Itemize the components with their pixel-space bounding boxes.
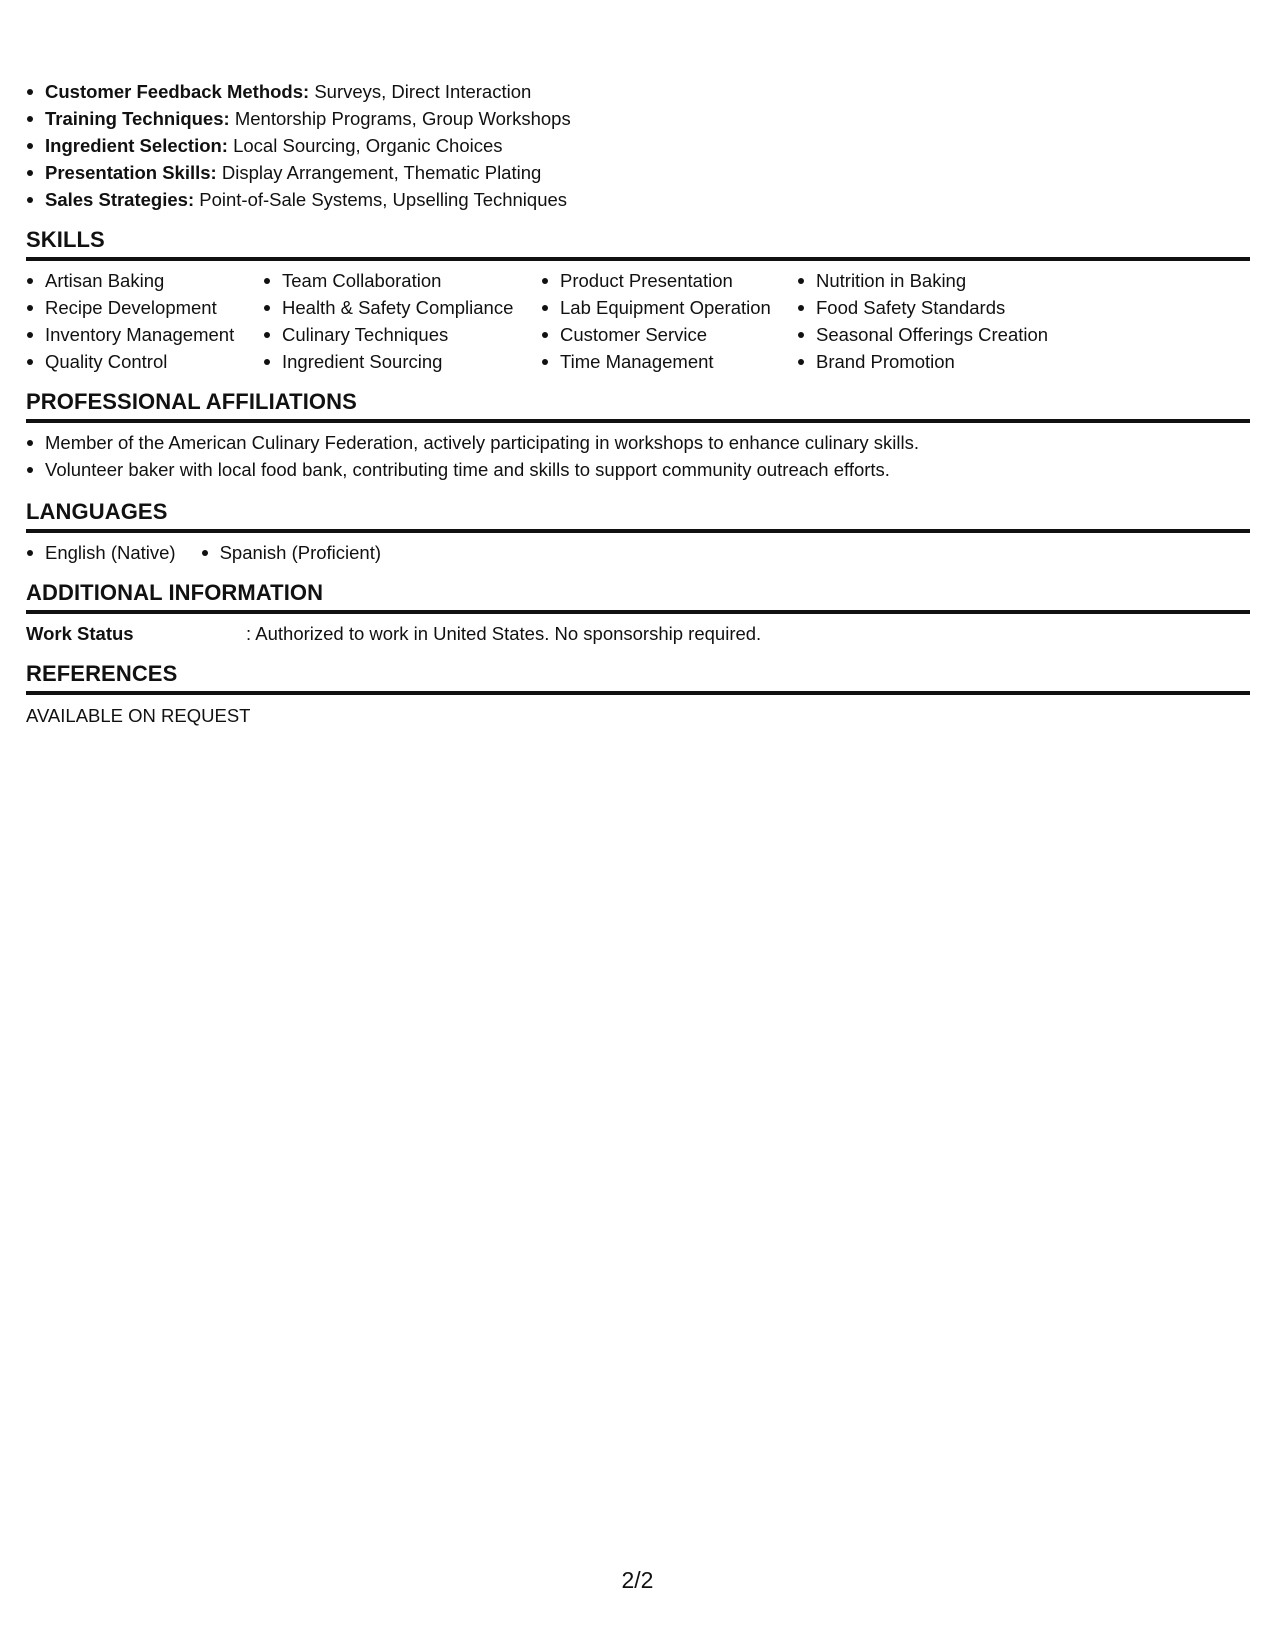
languages-list <box>26 533 1250 566</box>
languages-section <box>26 499 1250 566</box>
skills-column-3 <box>541 267 797 375</box>
item-value: Point-of-Sale Systems, Upselling Techniques <box>199 189 568 210</box>
skill-item: Recipe Development <box>26 294 263 321</box>
item-value: Display Arrangement, Thematic Plating <box>221 162 542 183</box>
work-status-row <box>26 614 1250 647</box>
item-value: Mentorship Programs, Group Workshops <box>234 108 571 129</box>
references-section <box>26 661 1250 729</box>
skills-grid <box>26 261 1250 375</box>
affiliations-list <box>26 423 1250 483</box>
list-item <box>26 186 1250 213</box>
skill-item: Ingredient Sourcing <box>263 348 541 375</box>
skill-item: Inventory Management <box>26 321 263 348</box>
work-status-label: Work Status <box>26 623 134 644</box>
item-label: Ingredient Selection: <box>45 135 228 156</box>
skill-item: Brand Promotion <box>797 348 1077 375</box>
item-value: Local Sourcing, Organic Choices <box>233 135 503 156</box>
skill-item: Nutrition in Baking <box>797 267 1077 294</box>
skill-item: Seasonal Offerings Creation <box>797 321 1077 348</box>
skills-column-4 <box>797 267 1077 375</box>
item-value: Surveys, Direct Interaction <box>314 81 532 102</box>
skill-item: Culinary Techniques <box>263 321 541 348</box>
language-item: Spanish (Proficient) <box>201 539 381 566</box>
list-item <box>26 105 1250 132</box>
skill-item: Product Presentation <box>541 267 797 294</box>
skill-item: Customer Service <box>541 321 797 348</box>
item-label: Training Techniques: <box>45 108 230 129</box>
skill-item: Quality Control <box>26 348 263 375</box>
skill-item: Food Safety Standards <box>797 294 1077 321</box>
skills-column-2 <box>263 267 541 375</box>
section-title-languages: LANGUAGES <box>26 499 1250 533</box>
page-number: 2/2 <box>621 1567 654 1593</box>
section-title-affiliations: PROFESSIONAL AFFILIATIONS <box>26 389 1250 423</box>
list-item <box>26 159 1250 186</box>
skill-item: Artisan Baking <box>26 267 263 294</box>
item-label: Customer Feedback Methods: <box>45 81 310 102</box>
references-text: AVAILABLE ON REQUEST <box>26 705 251 726</box>
list-item <box>26 78 1250 105</box>
skills-section <box>26 227 1250 375</box>
section-title-additional-info: ADDITIONAL INFORMATION <box>26 580 1250 614</box>
work-status-value: : Authorized to work in United States. No sponsorship required. <box>246 623 762 644</box>
affiliations-section <box>26 389 1250 483</box>
additional-info-section <box>26 580 1250 647</box>
focus-areas-list <box>26 78 1250 213</box>
skill-item: Lab Equipment Operation <box>541 294 797 321</box>
item-label: Presentation Skills: <box>45 162 217 183</box>
skills-column-1 <box>26 267 263 375</box>
section-title-references: REFERENCES <box>26 661 1250 695</box>
affiliation-item: Member of the American Culinary Federation, actively participating in workshops to enhance culinary skills. <box>26 429 1250 456</box>
skill-item: Team Collaboration <box>263 267 541 294</box>
affiliation-item: Volunteer baker with local food bank, contributing time and skills to support community outreach efforts. <box>26 456 1250 483</box>
language-item: English (Native) <box>26 539 176 566</box>
list-item <box>26 132 1250 159</box>
item-label: Sales Strategies: <box>45 189 195 210</box>
section-title-skills: SKILLS <box>26 227 1250 261</box>
resume-page <box>26 78 1250 729</box>
skill-item: Time Management <box>541 348 797 375</box>
skill-item: Health & Safety Compliance <box>263 294 541 321</box>
